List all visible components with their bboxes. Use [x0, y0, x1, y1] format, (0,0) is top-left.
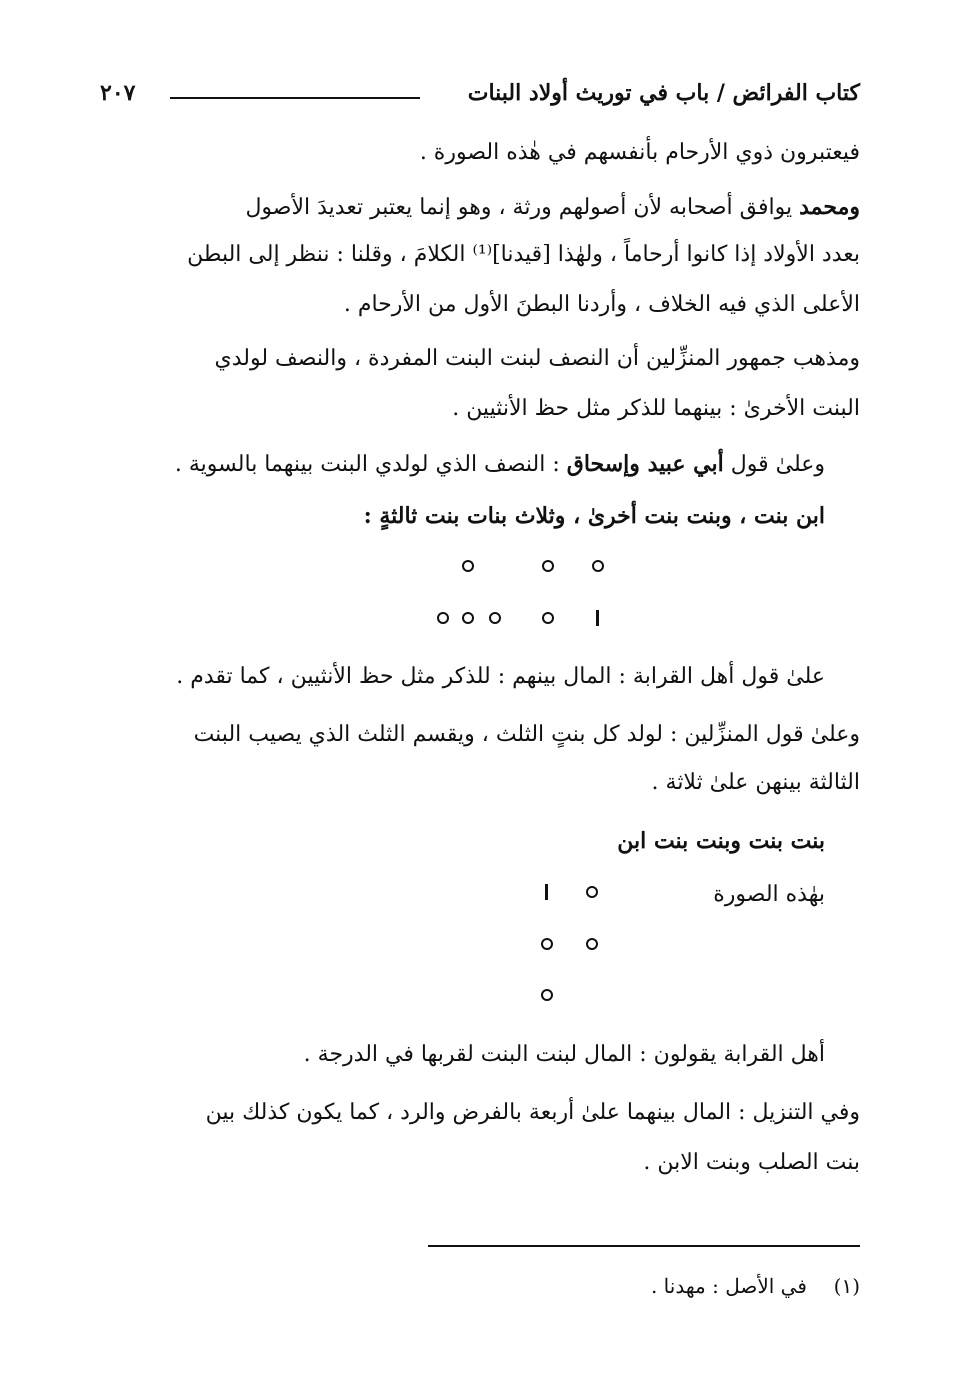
diagram2-circle-1: [586, 886, 598, 898]
diagram-circle-bottom-4: [542, 612, 554, 624]
text-line-6: البنت الأخرىٰ : بينهما للذكر مثل حظ الأنثيين .: [452, 396, 860, 421]
running-header: [100, 70, 860, 120]
text-line-14: أهل القرابة يقولون : المال لبنت البنت لقربها في الدرجة .: [303, 1042, 825, 1067]
text-line-7: [175, 449, 825, 480]
diagram-bar-bottom: [596, 610, 599, 626]
footnote-rule: [428, 1245, 860, 1247]
diagram-circle-top-1: [462, 560, 474, 572]
footnote-marker: (١): [833, 1274, 860, 1298]
text-line-9: علىٰ قول أهل القرابة : المال بينهم : للذكر مثل حظ الأنثيين ، كما تقدم .: [176, 664, 825, 689]
text-line-13: بهٰذه الصورة: [713, 882, 825, 907]
diagram-circle-bottom-3: [489, 612, 501, 624]
name-muhammad: ومحمد: [799, 194, 860, 220]
footnote: [651, 1274, 860, 1298]
diagram-circle-top-2: [542, 560, 554, 572]
text-line-7-start: وعلىٰ قول: [723, 452, 825, 477]
footnote-text: في الأصل : مهدنا .: [650, 1274, 807, 1298]
text-line-1: فيعتبرون ذوي الأرحام بأنفسهم في هٰذه الصورة .: [419, 140, 860, 165]
diagram2-bar: [545, 884, 548, 900]
text-line-2-rest: يوافق أصحابه لأن أصولهم ورثة ، وهو إنما يعتبر تعديدَ الأصول: [245, 195, 800, 220]
diagram-circle-top-3: [592, 560, 604, 572]
text-line-10: وعلىٰ قول المنزِّلين : لولد كل بنتٍ الثلث ، ويقسم الثلث الذي يصيب البنت: [193, 722, 860, 747]
text-line-7-end: : النصف الذي لولدي البنت بينهما بالسوية .: [174, 452, 567, 477]
diagram2-circle-4: [541, 989, 553, 1001]
text-line-15: وفي التنزيل : المال بينهما علىٰ أربعة بالفرض والرد ، كما يكون كذلك بين: [205, 1100, 860, 1125]
diagram2-circle-3: [586, 938, 598, 950]
diagram-circle-bottom-1: [437, 612, 449, 624]
text-line-11: الثالثة بينهن علىٰ ثلاثة .: [651, 770, 860, 795]
header-rule: [170, 97, 420, 99]
names-abu-ubaid-ishaq: أبي عبيد وإسحاق: [566, 451, 724, 477]
page-number: ٢٠٧: [100, 80, 136, 106]
diagram-circle-bottom-2: [462, 612, 474, 624]
text-line-16: بنت الصلب وبنت الابن .: [643, 1150, 860, 1175]
text-line-5: ومذهب جمهور المنزِّلين أن النصف لبنت البنت المفردة ، والنصف لولدي: [214, 346, 860, 371]
text-line-2: [245, 192, 860, 223]
header-title: كتاب الفرائض / باب في توريث أولاد البنات: [467, 80, 860, 106]
text-line-4: الأعلى الذي فيه الخلاف ، وأردنا البطنَ الأول من الأرحام .: [343, 292, 860, 317]
text-line-3: بعدد الأولاد إذا كانوا أرحاماً ، ولهٰذا [قيدنا]⁽¹⁾ الكلامَ ، وقلنا : ننظر إلى البطن: [187, 242, 860, 267]
text-line-12: بنت بنت وبنت بنت ابن: [617, 828, 825, 854]
diagram2-circle-2: [541, 938, 553, 950]
text-line-8: ابن بنت ، وبنت بنت أخرىٰ ، وثلاث بنات بنت ثالثةٍ :: [363, 503, 825, 529]
